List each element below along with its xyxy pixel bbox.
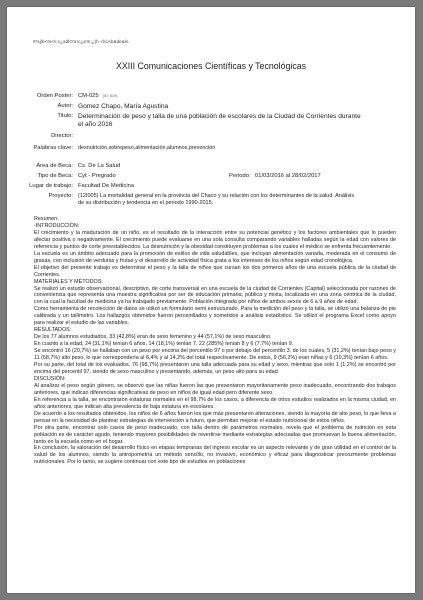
- abstract-paragraph: El crecimiento y la maduración de un niño, es el resultado de la interacción entre su potencial genético y los factores ambientales que lo pueden afectar positiva o negativamente. El crecimiento puede evaluarse en una sola consulta comparando variables halladas según la edad con valores de referencia y puntos de corte preestablecidos. La desnutrición y la obesidad constituyen problemas a los cuales el médico se enfrenta frecuentemente.: [34, 229, 396, 250]
- area-value: Cs. De La Salud: [78, 163, 121, 169]
- order-id: (ID: 819): [102, 94, 118, 98]
- area-label: Área de Beca:: [36, 163, 73, 169]
- section-heading: MATERIALES Y MÉTODOS:: [34, 278, 103, 285]
- abstract-paragraph: En conclusión, la valoración del desarrollo físico en etapas tempranas del ingreso escolar es un aspecto relevante y de gran utilidad en el control de la salud de los alumnos, siendo la antropometría un método sencillo, no invasivo, económico y eficaz para diagnosticar precozmente problemas nutricionales. Por lo tanto, se sugiere continuar con este tipo de estudios en poblaciones: [34, 445, 396, 466]
- abstract-paragraph: Como herramienta de recolección de datos se utilizó un formulario semi estructurado. Para la medición del peso y la talla, se utilizó una balanza de pie calibrada y un tallímetro. Los hallazgos obtenidos fueron percentilados y sometidos a análisis estadístico. Se utilizó el programa Excel como apoyo para realizar el estudio de las variables.: [34, 306, 396, 327]
- proyecto-line-1: (12I005) La mortalidad general en la provincia del Chaco y su relación con los determinantes de la salud. Análisis: [78, 193, 355, 199]
- autor-value: Gomez Chapo, María Agustina: [78, 103, 169, 110]
- page-title: XXIII Comunicaciones Científicas y Tecnológicas: [115, 61, 307, 71]
- section-heading: RESULTADOS:: [34, 327, 72, 334]
- periodo-value: 01/03/2016 al 28/02/2017: [255, 173, 321, 179]
- section-heading: -INTRODUCCIÓN:: [34, 222, 80, 229]
- document-page: [7, 7, 415, 593]
- titulo-label: Titulo:: [57, 113, 73, 119]
- abstract-paragraph: La escuela es un ámbito adecuado para la promoción de estilos de vida saludables, que incluyan alimentación variada, moderada en el consumo de grasas, con inclusión de verduras y frutas y el desarrollo de actividad física grata a los intereses de los niños según edad cronológica.: [34, 250, 396, 264]
- abstract-paragraph: De los 77 alumnos estudiados, 33 (42,8%) eran de sexo femenino y 44 (57,1%) de sexo masculino.: [34, 334, 272, 341]
- abstract-body: [34, 216, 396, 466]
- abstract-paragraph: En referencia a la talla, se encontraron estaturas normales en el 98,7% de los casos, a diferencia de otros estudios realizados en la misma ciudad, en años anteriores, que indican alta prevalencia de baja estatura en escolares.: [34, 396, 396, 410]
- abstract-paragraph: Se encontró 16 (20,7%) se hallaban con un peso por encima del percentilo 97 o por debajo del percentilo 3, de los cuales, 5 (31,2%) tenían bajo peso y 11 (68,7%) alto peso, lo que correspondería al 6,4% y al 14,2% del total respectivamente. De estos, 9 (56,2%) eran niñas y 6 (10,3%) tenían 6 años.: [34, 348, 397, 362]
- titulo-line-2: el año 2016: [78, 121, 113, 128]
- tipo-label: Tipo de Beca:: [37, 173, 73, 179]
- proyecto-label: Proyecto:: [48, 193, 73, 199]
- palabras-label: Palabras clave:: [33, 145, 73, 151]
- director-label: Director:: [51, 133, 73, 139]
- order-label: Orden Poster:: [36, 93, 73, 99]
- header-code: #%j/b<m<!i;c¿adlO'a!c¿a'm;¿(h <l/cAb&de&le: [33, 39, 129, 44]
- abstract-paragraph: Por su parte, del total de los evaluados, 76 (98,7%) presentaron una talla adecuada para su edad y sexo, mientras que solo 1 (1,2%) se encontró por encima del percentil 97, siendo de sexo masculino y presentando, además, un peso alto para su edad.: [34, 362, 396, 375]
- lugar-label: Lugar de trabajo:: [29, 183, 73, 189]
- tipo-value: Cyt - Pregrado: [78, 173, 116, 179]
- abstract-paragraph: En cuanto a la edad, 24 (31,1%) tenían 6 años, 14 (18,1%) tenían 7, 22 (285%) tenían 8 y 6 (7,7%) tenían 9.: [34, 341, 294, 348]
- proyecto-line-2: de su distribución y tendencia en el periodo 1990-2015.: [78, 200, 214, 206]
- periodo-label: Periodo:: [229, 173, 251, 179]
- abstract-paragraph: De acuerdo a los resultados obtenidos, los niños de 6 años fueron los que más presentaron alteraciones, siendo la mayoría de alto peso, lo que lleva a pensar en la necesidad de plantear estrategias de intervención a futuro, que permitan mejorar el estado nutricional de estos niños.: [34, 410, 396, 424]
- abstract-paragraph: Al analizar el peso según género, se observó que las niñas fueron las que presentaron mayoritariamente peso inadecuado, encontrando dos trabajos anteriores, que indican diferencias significativas de peso en niños de igual edad pero diferente sexo.: [34, 382, 396, 396]
- section-heading: DISCUSIÓN:: [34, 375, 66, 382]
- lugar-value: Facultad De Medicina: [78, 183, 135, 189]
- autor-label: Autor:: [57, 103, 73, 109]
- abstract-heading: Resumen:: [34, 216, 59, 222]
- order-value: CM-025 (ID: 819): [78, 93, 118, 99]
- abstract-paragraph: Por otra parte, encontrar solo casos de peso inadecuado, con talla dentro de parámetros normales, revela que el problema de nutrición en esta población es de carácter agudo, teniendo mayores posibilidades de revertirse mediante estrategias adecuadas que promuevan la buena alimentación, tanto en la escuela como en el hogar.: [34, 424, 396, 445]
- titulo-line-1: Determinación de peso y talla de una población de escolares de la Ciudad de Corrientes durante: [78, 113, 361, 120]
- palabras-value: desnutrición,sobrepeso,alimentación,alumnos,prevención: [78, 145, 216, 151]
- abstract-paragraph: Se realizó un estudio observacional, descriptivo, de corte transversal en una escuela de la ciudad de Corrientes (Capital) seleccionada por razones de conveniencia que representa una muestra significativa por ser de educación primaria, pública y mixta, localizada en una zona céntrica de la ciudad, con la cual la facultad de medicina ya ha trabajado previamente. Población integrada por niños de ambos sexos de 6 a 9 años de edad.: [34, 285, 396, 306]
- abstract-paragraph: El objetivo del presente trabajo es determinar el peso y la talla de niños que cursan los dos primeros años de una escuela pública de la ciudad de Corrientes.: [34, 264, 396, 278]
